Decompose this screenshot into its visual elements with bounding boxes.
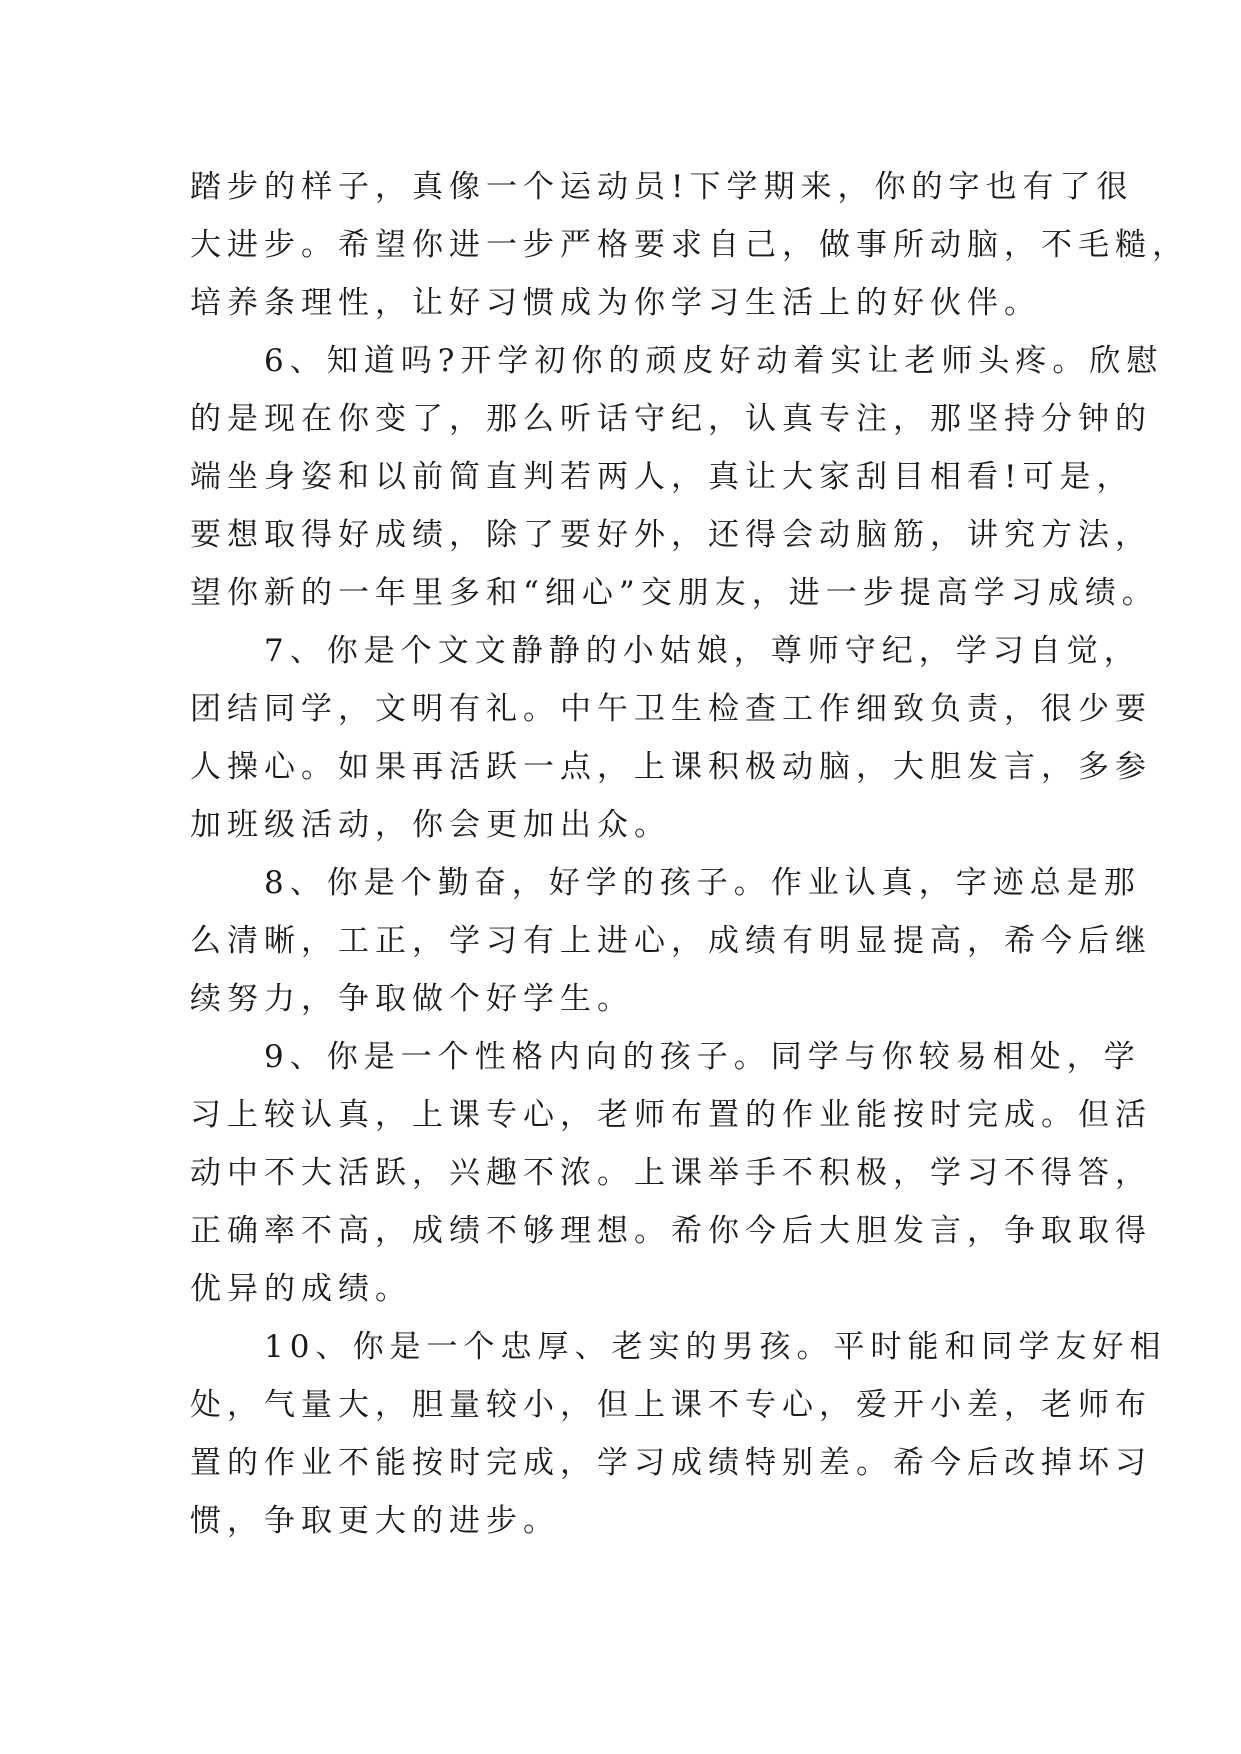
text-line: 的是现在你变了，那么听话守纪，认真专注，那坚持分钟的 [190,401,1152,437]
text-line: 培养条理性，让好习惯成为你学习生活上的好伙伴。 [190,285,1041,321]
text-line: 踏步的样子，真像一个运动员!下学期来，你的字也有了很 [190,169,1134,205]
paragraph-10 [190,1318,1167,1550]
text-line: 7、你是个文文静静的小姑娘，尊师守纪，学习自觉， [190,633,1141,669]
text-line: 望你新的一年里多和“细心”交朋友，进一步提高学习成绩。 [190,575,1159,611]
text-line: 团结同学，文明有礼。中午卫生检查工作细致负责，很少要 [190,691,1152,727]
text-line: 处，气量大，胆量较小，但上课不专心，爱开小差，老师布 [190,1387,1152,1423]
text-line: 续努力，争取做个好学生。 [190,981,634,1017]
text-line: 8、你是个勤奋，好学的孩子。作业认真，字迹总是那 [190,865,1141,901]
text-line: 优异的成绩。 [190,1271,412,1307]
text-line: 习上较认真，上课专心，老师布置的作业能按时完成。但活 [190,1097,1152,1133]
text-line: 加班级活动，你会更加出众。 [190,807,671,843]
text-line: 9、你是一个性格内向的孩子。同学与你较易相处，学 [190,1039,1141,1075]
text-line: 正确率不高，成绩不够理想。希你今后大胆发言，争取取得 [190,1213,1152,1249]
text-line: 端坐身姿和以前简直判若两人，真让大家刮目相看!可是， [190,459,1134,495]
paragraph-5-continued [190,158,1189,332]
text-line: 10、你是一个忠厚、老实的男孩。平时能和同学友好相 [190,1329,1167,1365]
text-line: 么清晰，工正，学习有上进心，成绩有明显提高，希今后继 [190,923,1152,959]
document-body [190,158,1189,1550]
text-line: 人操心。如果再活跃一点，上课积极动脑，大胆发言，多参 [190,749,1152,785]
text-line: 大进步。希望你进一步严格要求自己，做事所动脑，不毛糙， [190,227,1189,263]
paragraph-8 [190,854,1152,1028]
text-line: 置的作业不能按时完成，学习成绩特别差。希今后改掉坏习 [190,1445,1152,1481]
text-line: 要想取得好成绩，除了要好外，还得会动脑筋，讲究方法， [190,517,1152,553]
paragraph-6 [190,332,1164,622]
text-line: 6、知道吗?开学初你的顽皮好动着实让老师头疼。欣慰 [190,343,1164,379]
paragraph-9 [190,1028,1152,1318]
text-line: 惯，争取更大的进步。 [190,1503,560,1539]
text-line: 动中不大活跃，兴趣不浓。上课举手不积极，学习不得答， [190,1155,1152,1191]
paragraph-7 [190,622,1152,854]
